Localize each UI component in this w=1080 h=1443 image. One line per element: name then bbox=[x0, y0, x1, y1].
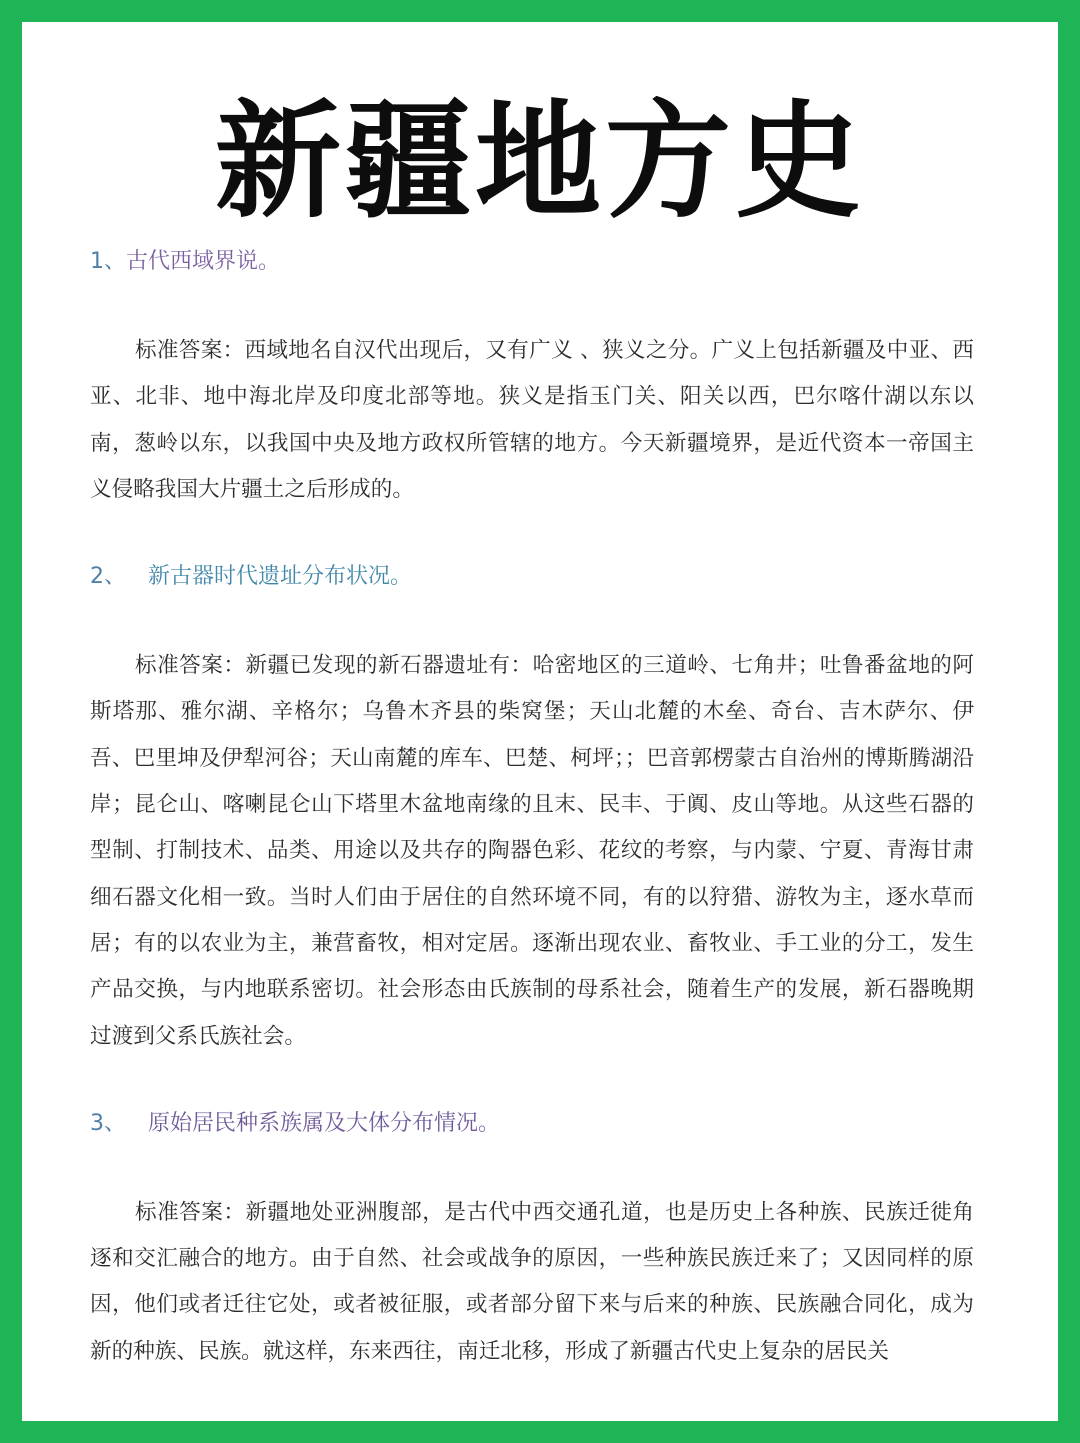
section-heading-text: 新古器时代遗址分布状况。 bbox=[148, 564, 413, 590]
section-heading-1 bbox=[90, 242, 974, 282]
document-body bbox=[90, 242, 974, 1375]
section-heading-3 bbox=[90, 1104, 974, 1144]
section-number: 3、 bbox=[90, 1110, 126, 1136]
section-number: 1、 bbox=[90, 249, 126, 274]
section-heading-2 bbox=[90, 557, 974, 597]
section-heading-text: 古代西域界说。 bbox=[126, 249, 281, 274]
section-answer-1: 标准答案：西域地名自汉代出现后，又有广义 、狭义之分。广义上包括新疆及中亚、西亚、北非、地中海北岸及印度北部等地。狭义是指玉门关、阳关以西，巴尔喀什湖以东以南，葱岭以东，以我国中央及地方政权所管辖的地方。今天新疆境界，是近代资本一帝国主义侵略我国大片疆土之后形成的。 bbox=[90, 338, 974, 502]
page-title: 新疆地方史 bbox=[215, 88, 865, 235]
page-frame bbox=[22, 22, 1058, 1421]
section-answer-2: 标准答案：新疆已发现的新石器遗址有：哈密地区的三道岭、七角井；吐鲁番盆地的阿斯塔那、雅尔湖、辛格尔；乌鲁木齐县的柴窝堡；天山北麓的木垒、奇台、吉木萨尔、伊吾、巴里坤及伊犁河谷；天山南麓的库车、巴楚、柯坪；；巴音郭楞蒙古自治州的博斯腾湖沿岸；昆仑山、喀喇昆仑山下塔里木盆地南缘的且末、民丰、于阗、皮山等地。从这些石器的型制、打制技术、品类、用途以及共存的陶器色彩、花纹的考察，与内蒙、宁夏、青海甘肃细石器文化相一致。当时人们由于居住的自然环境不同，有的以狩猎、游牧为主，逐水草而居；有的以农业为主，兼营畜牧，相对定居。逐渐出现农业、畜牧业、手工业的分工，发生产品交换，与内地联系密切。社会形态由氏族制的母系社会，随着生产的发展，新石器晚期过渡到父系氏族社会。 bbox=[90, 653, 974, 1049]
section-heading-text: 原始居民种系族属及大体分布情况。 bbox=[148, 1110, 501, 1136]
section-answer-3: 标准答案：新疆地处亚洲腹部，是古代中西交通孔道，也是历史上各种族、民族迁徙角逐和交汇融合的地方。由于自然、社会或战争的原因，一些种族民族迁来了；又因同样的原因，他们或者迁往它处，或者被征服，或者部分留下来与后来的种族、民族融合同化，成为新的种族、民族。就这样，东来西往，南迁北移，形成了新疆古代史上复杂的居民关 bbox=[90, 1199, 974, 1364]
section-number: 2、 bbox=[90, 564, 126, 590]
